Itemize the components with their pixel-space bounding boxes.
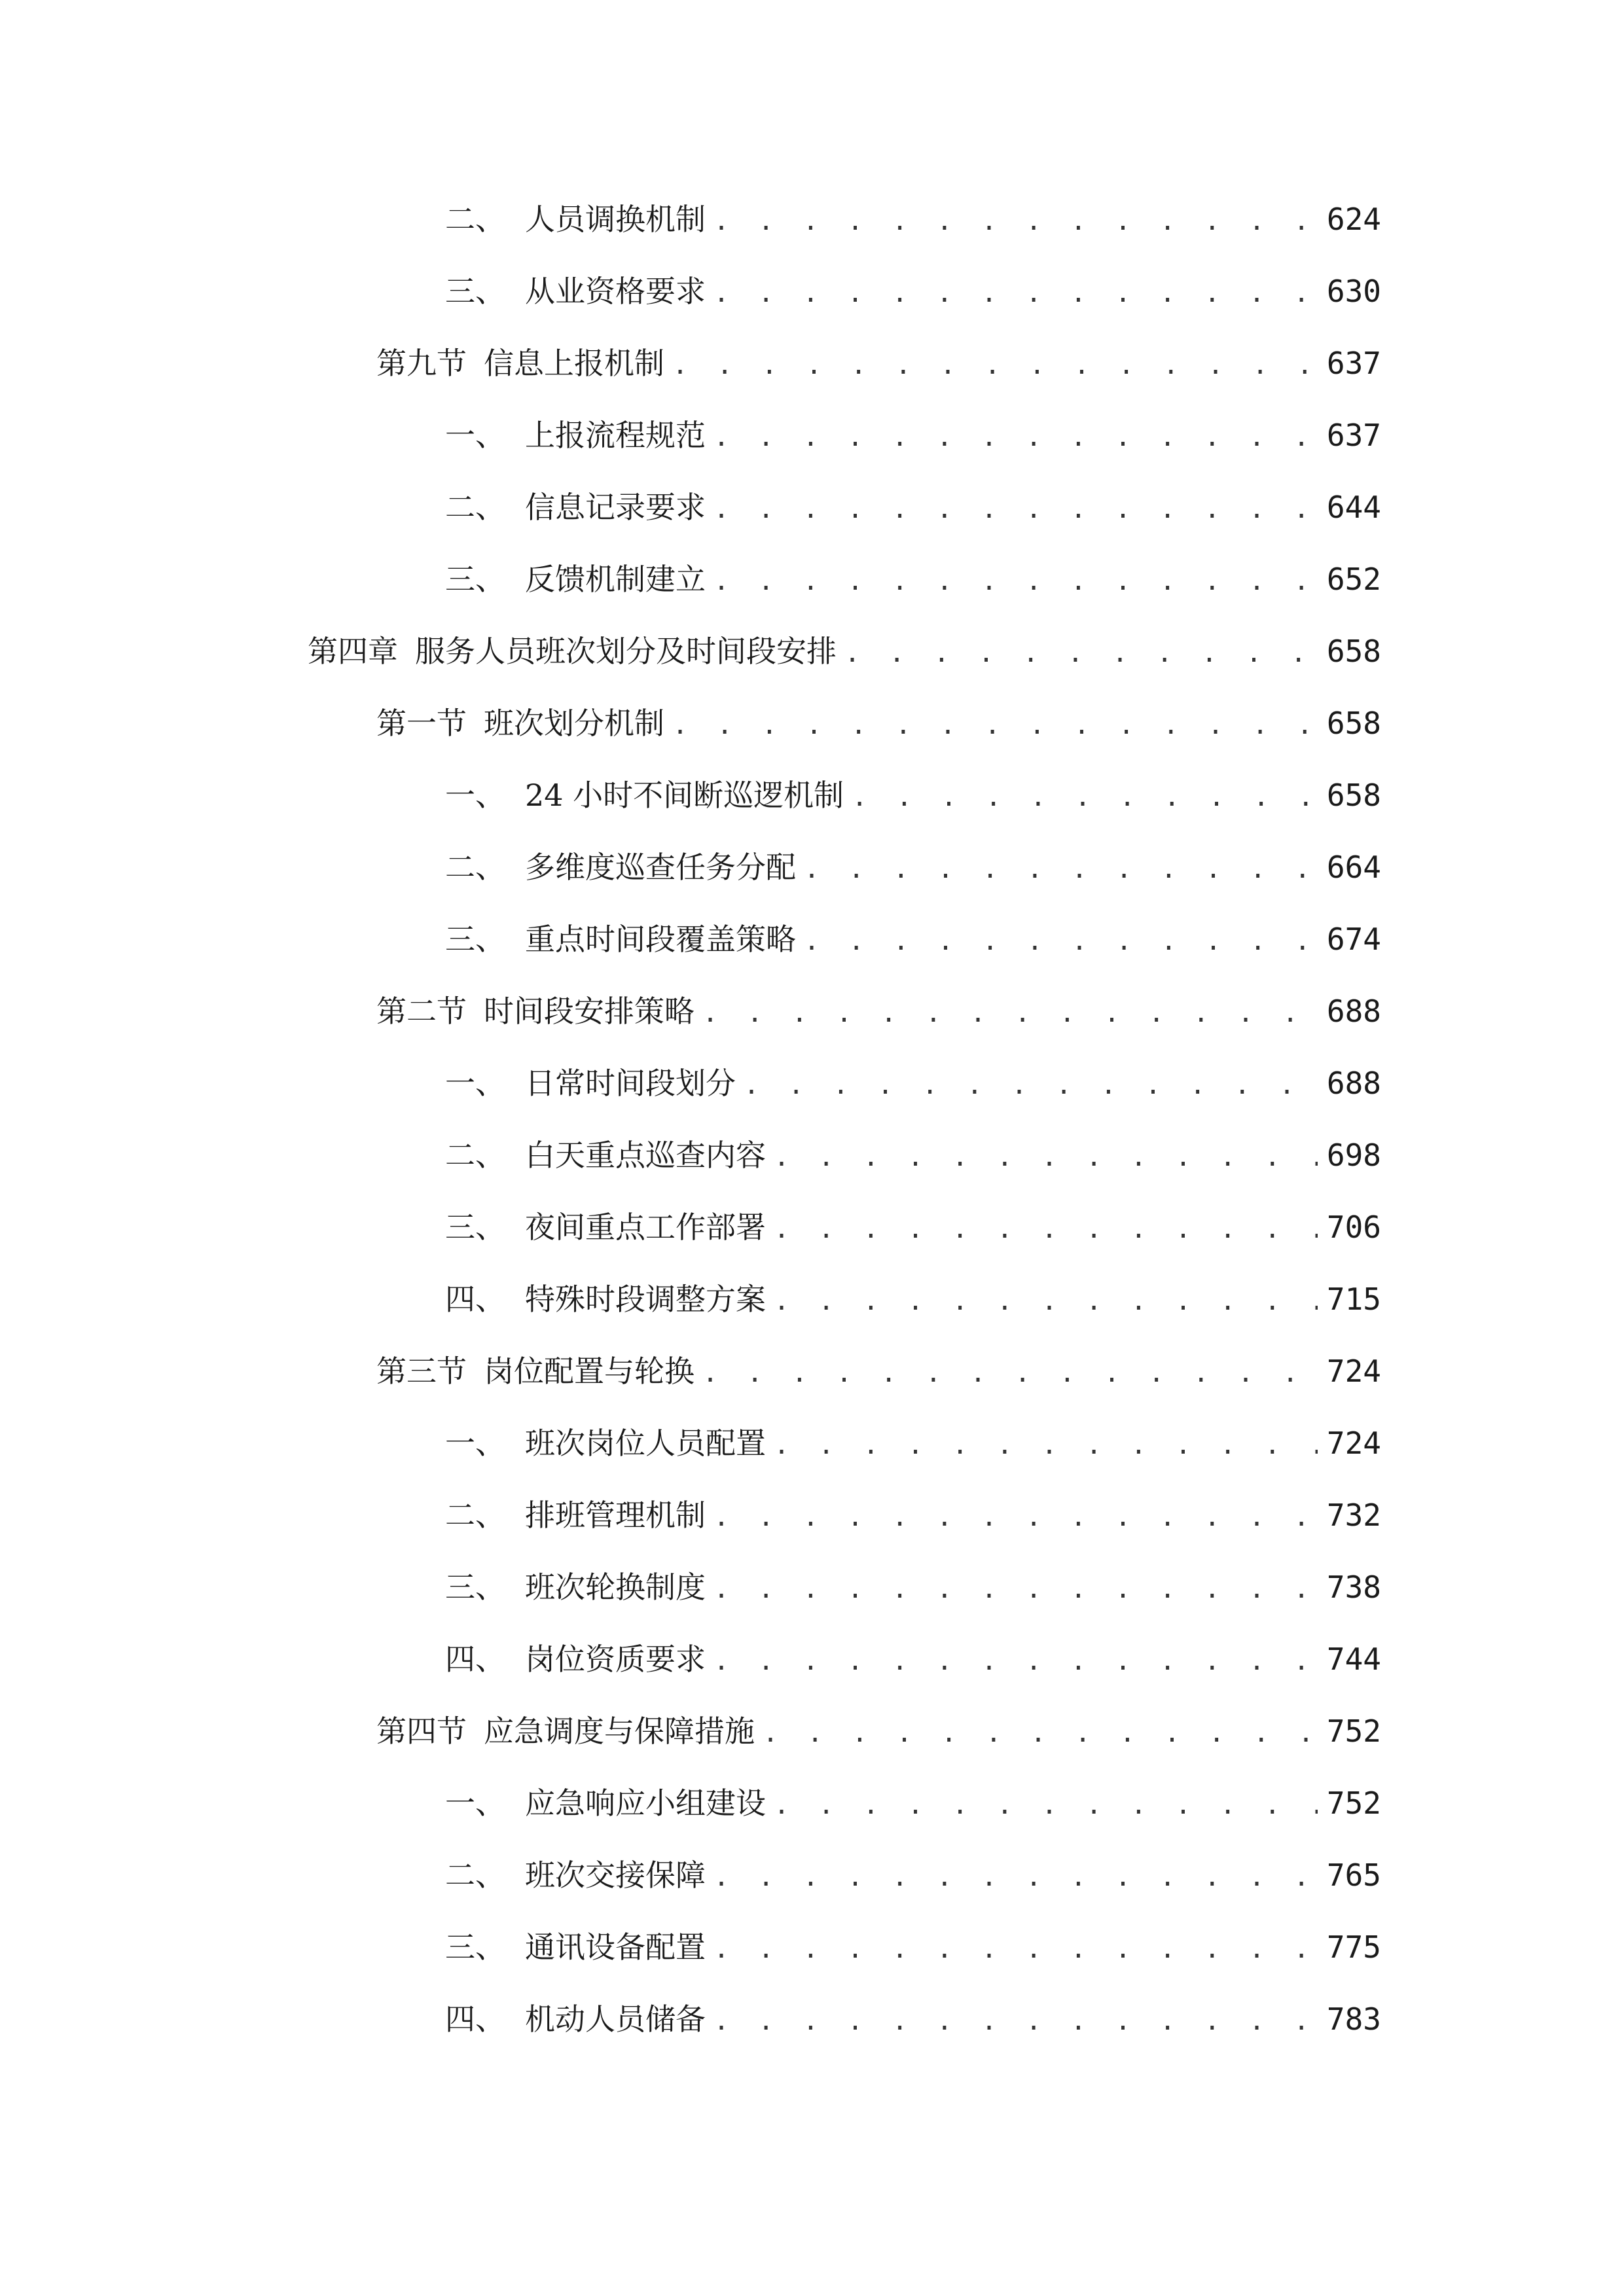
- dot-leader: [774, 1121, 1318, 1193]
- toc-entry-page-number: 664: [1326, 850, 1381, 885]
- toc-entry-number: 二、: [445, 490, 505, 525]
- toc-entry-number: 三、: [445, 274, 505, 309]
- toc-entry-page-number: 624: [1326, 202, 1381, 237]
- toc-entry-title: 岗位资质要求: [525, 1641, 706, 1677]
- toc-entry[interactable]: [308, 399, 1381, 471]
- toc-entry-number: 二、: [445, 1857, 505, 1893]
- toc-entry[interactable]: [308, 759, 1381, 831]
- toc-entry-number: 二、: [445, 1498, 505, 1533]
- toc-entry-title: 24 小时不间断巡逻机制: [525, 778, 844, 813]
- toc-entry-title: 排班管理机制: [525, 1498, 706, 1533]
- dot-leader: [702, 977, 1318, 1049]
- toc-entry-page-number: 738: [1326, 1570, 1381, 1605]
- toc-entry[interactable]: [308, 687, 1381, 759]
- toc-entry-page-number: 674: [1326, 922, 1381, 957]
- toc-entry-number: 第三节: [376, 1354, 467, 1389]
- dot-leader: [713, 473, 1318, 545]
- toc-entry-page-number: 644: [1326, 490, 1381, 525]
- dot-leader: [774, 1409, 1318, 1481]
- toc-entry-number: 一、: [445, 778, 505, 813]
- toc-entry[interactable]: [308, 183, 1381, 255]
- dot-leader: [713, 1481, 1318, 1553]
- toc-entry-number: 四、: [445, 2001, 505, 2037]
- toc-entry-title: 应急调度与保障措施: [484, 1713, 755, 1749]
- toc-entry-page-number: 658: [1326, 634, 1381, 669]
- dot-leader: [774, 1193, 1318, 1265]
- table-of-contents: [308, 183, 1381, 2055]
- toc-entry-page-number: 637: [1326, 418, 1381, 453]
- dot-leader: [713, 1841, 1318, 1913]
- toc-entry[interactable]: [308, 1047, 1381, 1119]
- toc-entry-page-number: 652: [1326, 562, 1381, 597]
- toc-entry-number: 二、: [445, 1138, 505, 1173]
- toc-entry[interactable]: [308, 1623, 1381, 1695]
- toc-entry[interactable]: [308, 1479, 1381, 1551]
- toc-entry-page-number: 732: [1326, 1498, 1381, 1533]
- toc-entry[interactable]: [308, 1839, 1381, 1911]
- toc-entry-page-number: 744: [1326, 1641, 1381, 1677]
- dot-leader: [763, 1697, 1318, 1769]
- toc-entry-title: 时间段安排策略: [484, 994, 695, 1029]
- toc-entry-title: 服务人员班次划分及时间段安排: [415, 634, 837, 669]
- toc-entry-title: 重点时间段覆盖策略: [525, 922, 796, 957]
- toc-entry-number: 第四节: [376, 1713, 467, 1749]
- toc-entry-page-number: 630: [1326, 274, 1381, 309]
- toc-entry-title: 多维度巡查任务分配: [525, 850, 796, 885]
- dot-leader: [844, 617, 1318, 689]
- toc-entry[interactable]: [308, 975, 1381, 1047]
- toc-entry[interactable]: [308, 615, 1381, 687]
- toc-entry-number: 三、: [445, 922, 505, 957]
- toc-entry-title: 夜间重点工作部署: [525, 1210, 766, 1245]
- dot-leader: [713, 545, 1318, 617]
- toc-entry-title: 日常时间段划分: [525, 1066, 736, 1101]
- toc-entry[interactable]: [308, 1191, 1381, 1263]
- toc-entry-page-number: 775: [1326, 1929, 1381, 1965]
- toc-entry[interactable]: [308, 1119, 1381, 1191]
- toc-entry-title: 反馈机制建立: [525, 562, 706, 597]
- toc-entry-page-number: 724: [1326, 1354, 1381, 1389]
- toc-entry[interactable]: [308, 327, 1381, 399]
- toc-entry-title: 班次轮换制度: [525, 1570, 706, 1605]
- toc-entry-number: 第四章: [308, 634, 398, 669]
- toc-entry-page-number: 765: [1326, 1857, 1381, 1893]
- toc-entry-title: 班次划分机制: [484, 706, 664, 741]
- dot-leader: [713, 185, 1318, 257]
- toc-entry[interactable]: [308, 1983, 1381, 2055]
- toc-entry[interactable]: [308, 831, 1381, 903]
- toc-entry-title: 从业资格要求: [525, 274, 706, 309]
- dot-leader: [852, 761, 1318, 833]
- toc-entry-number: 二、: [445, 850, 505, 885]
- toc-entry-title: 上报流程规范: [525, 418, 706, 453]
- toc-entry-title: 白天重点巡查内容: [525, 1138, 766, 1173]
- toc-entry-title: 信息上报机制: [484, 346, 664, 381]
- dot-leader: [713, 1913, 1318, 1985]
- dot-leader: [804, 905, 1318, 977]
- dot-leader: [713, 1625, 1318, 1697]
- toc-entry-page-number: 698: [1326, 1138, 1381, 1173]
- toc-entry-title: 特殊时段调整方案: [525, 1282, 766, 1317]
- dot-leader: [713, 1985, 1318, 2057]
- toc-entry-page-number: 752: [1326, 1713, 1381, 1749]
- dot-leader: [774, 1265, 1318, 1337]
- dot-leader: [672, 689, 1318, 761]
- toc-entry[interactable]: [308, 1551, 1381, 1623]
- dot-leader: [713, 401, 1318, 473]
- dot-leader: [804, 833, 1318, 905]
- toc-entry-page-number: 752: [1326, 1785, 1381, 1821]
- toc-entry-page-number: 783: [1326, 2001, 1381, 2037]
- toc-entry-number: 三、: [445, 1570, 505, 1605]
- toc-entry-number: 三、: [445, 1929, 505, 1965]
- toc-entry-title: 信息记录要求: [525, 490, 706, 525]
- toc-entry-number: 第九节: [376, 346, 467, 381]
- dot-leader: [744, 1049, 1318, 1121]
- dot-leader: [672, 329, 1318, 401]
- toc-entry-page-number: 706: [1326, 1210, 1381, 1245]
- toc-entry-number: 第一节: [376, 706, 467, 741]
- toc-entry-number: 一、: [445, 1066, 505, 1101]
- toc-entry-page-number: 715: [1326, 1282, 1381, 1317]
- toc-entry-title: 岗位配置与轮换: [484, 1354, 695, 1389]
- toc-entry-page-number: 658: [1326, 706, 1381, 741]
- dot-leader: [713, 1553, 1318, 1625]
- toc-entry[interactable]: [308, 1695, 1381, 1767]
- toc-entry-title: 机动人员储备: [525, 2001, 706, 2037]
- toc-entry[interactable]: [308, 471, 1381, 543]
- toc-entry[interactable]: [308, 543, 1381, 615]
- toc-entry-title: 班次交接保障: [525, 1857, 706, 1893]
- toc-entry-number: 四、: [445, 1641, 505, 1677]
- toc-entry[interactable]: [308, 1767, 1381, 1839]
- toc-entry-number: 一、: [445, 1426, 505, 1461]
- toc-entry-page-number: 658: [1326, 778, 1381, 813]
- toc-entry-number: 三、: [445, 1210, 505, 1245]
- toc-entry-number: 二、: [445, 202, 505, 237]
- toc-entry-title: 应急响应小组建设: [525, 1785, 766, 1821]
- toc-entry-title: 班次岗位人员配置: [525, 1426, 766, 1461]
- toc-entry-number: 四、: [445, 1282, 505, 1317]
- toc-entry-title: 通讯设备配置: [525, 1929, 706, 1965]
- toc-entry-title: 人员调换机制: [525, 202, 706, 237]
- dot-leader: [713, 257, 1318, 329]
- toc-entry-page-number: 724: [1326, 1426, 1381, 1461]
- toc-entry[interactable]: [308, 1911, 1381, 1983]
- toc-entry-number: 一、: [445, 418, 505, 453]
- toc-entry-page-number: 688: [1326, 994, 1381, 1029]
- toc-entry[interactable]: [308, 1335, 1381, 1407]
- toc-entry-number: 三、: [445, 562, 505, 597]
- toc-entry-page-number: 688: [1326, 1066, 1381, 1101]
- toc-entry-number: 一、: [445, 1785, 505, 1821]
- toc-entry[interactable]: [308, 255, 1381, 327]
- toc-entry[interactable]: [308, 903, 1381, 975]
- dot-leader: [702, 1337, 1318, 1409]
- dot-leader: [774, 1769, 1318, 1841]
- toc-entry-page-number: 637: [1326, 346, 1381, 381]
- toc-entry[interactable]: [308, 1263, 1381, 1335]
- toc-entry[interactable]: [308, 1407, 1381, 1479]
- toc-entry-number: 第二节: [376, 994, 467, 1029]
